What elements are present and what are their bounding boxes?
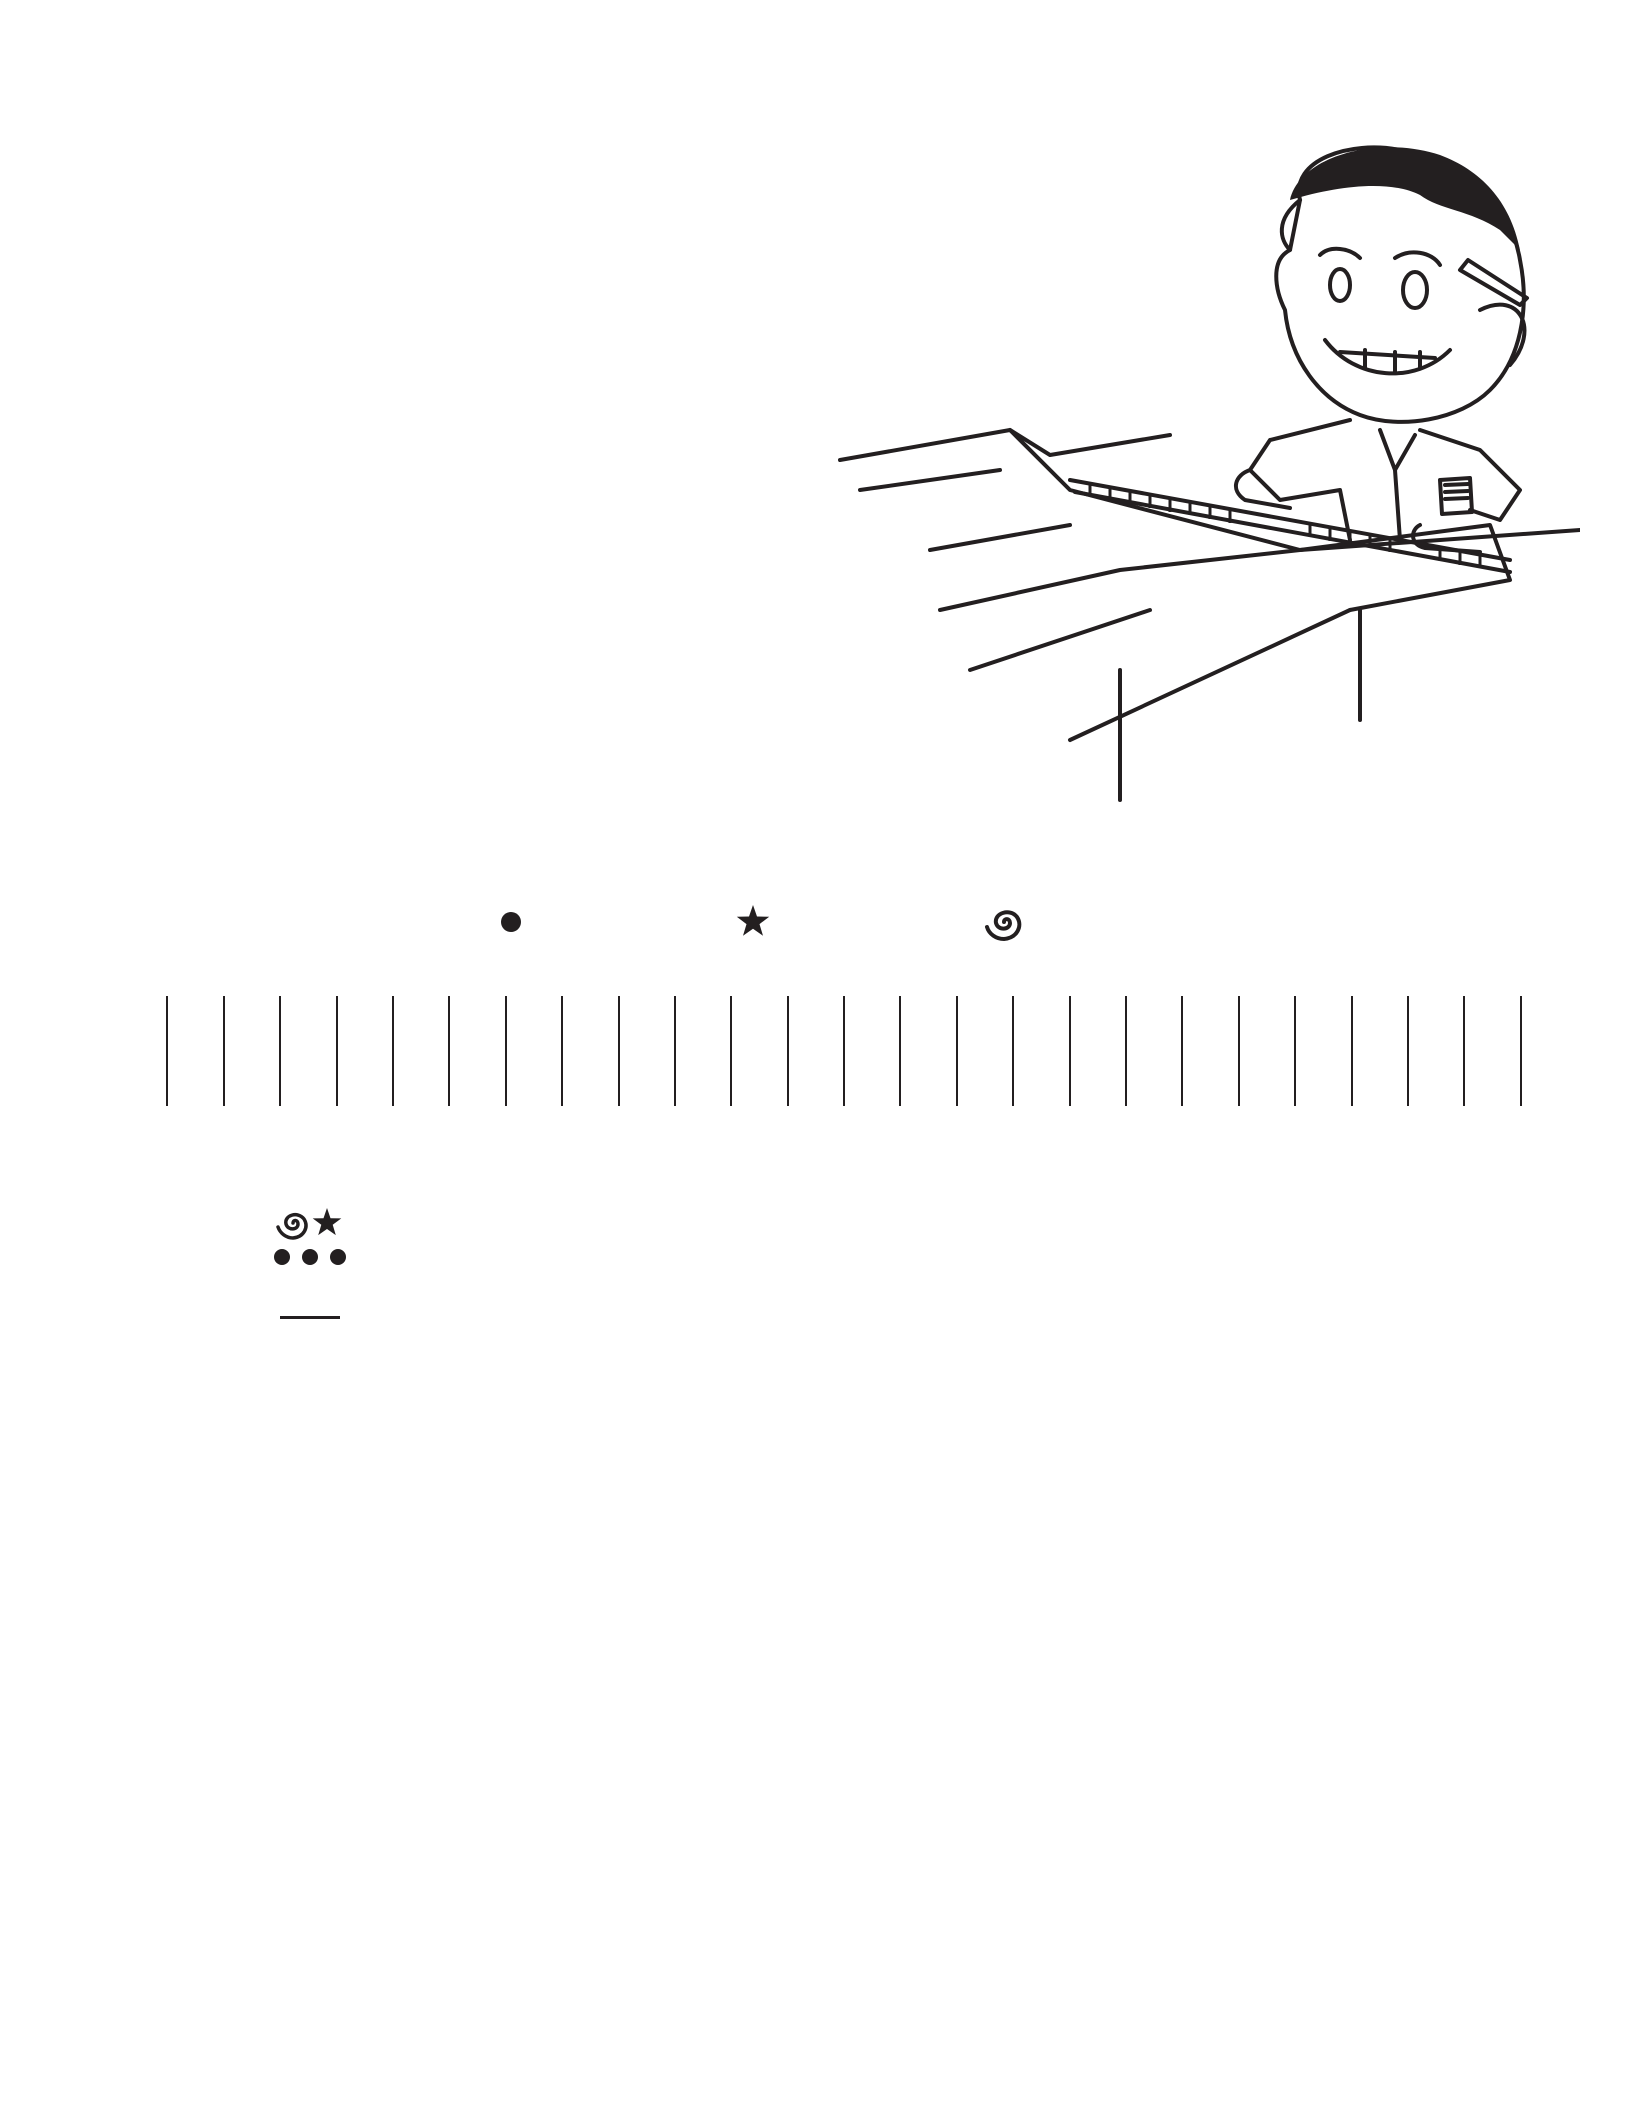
star-icon	[735, 904, 771, 940]
alphabet-cell	[1069, 996, 1125, 1106]
alphabet-cell	[1351, 996, 1407, 1106]
alphabet-cell	[1181, 996, 1237, 1106]
alphabet-cell	[787, 996, 843, 1106]
alphabet-cell	[336, 996, 392, 1106]
alphabet-cell	[956, 996, 1012, 1106]
star-icon	[313, 1208, 342, 1235]
alphabet-cell	[279, 996, 335, 1106]
alphabet-cell	[110, 996, 166, 1106]
alphabet-cell	[561, 996, 617, 1106]
dot-icon	[302, 1249, 318, 1265]
boy-at-piano-illustration	[820, 140, 1580, 820]
dot-icon	[330, 1249, 346, 1265]
spiral-icon	[278, 1215, 306, 1238]
instruction-line	[92, 678, 711, 736]
instruction-line	[92, 736, 711, 794]
alphabet-cell	[1520, 996, 1576, 1106]
alphabet-key-table	[110, 996, 1576, 1106]
alphabet-cell	[1294, 996, 1350, 1106]
alphabet-cell	[448, 996, 504, 1106]
spiral-icon	[984, 902, 1024, 942]
alphabet-cell	[674, 996, 730, 1106]
alphabet-cell	[505, 996, 561, 1106]
alphabet-cell	[899, 996, 955, 1106]
symbol-group	[274, 1208, 346, 1265]
dot-icon	[499, 910, 523, 934]
alphabet-cell	[223, 996, 279, 1106]
instruction-line	[92, 448, 711, 506]
alphabet-cell	[1407, 996, 1463, 1106]
legend-ten-equals-spiral	[966, 892, 1024, 952]
alphabet-cell	[1463, 996, 1519, 1106]
alphabet-cell	[618, 996, 674, 1106]
alphabet-cell	[730, 996, 786, 1106]
answer-blank[interactable]	[280, 1316, 340, 1319]
alphabet-cell	[1238, 996, 1294, 1106]
instruction-line	[92, 621, 711, 679]
instruction-line	[92, 563, 711, 621]
instruction-line	[92, 506, 711, 564]
alphabet-cell	[843, 996, 899, 1106]
dot-icon	[274, 1249, 290, 1265]
alphabet-cell	[392, 996, 448, 1106]
ada-logo	[94, 1996, 110, 2044]
alphabet-cell	[1012, 996, 1068, 1106]
alphabet-cell	[1125, 996, 1181, 1106]
legend-one-equals-dot	[481, 892, 523, 952]
legend-five-equals-star	[717, 892, 771, 952]
alphabet-cell	[166, 996, 222, 1106]
